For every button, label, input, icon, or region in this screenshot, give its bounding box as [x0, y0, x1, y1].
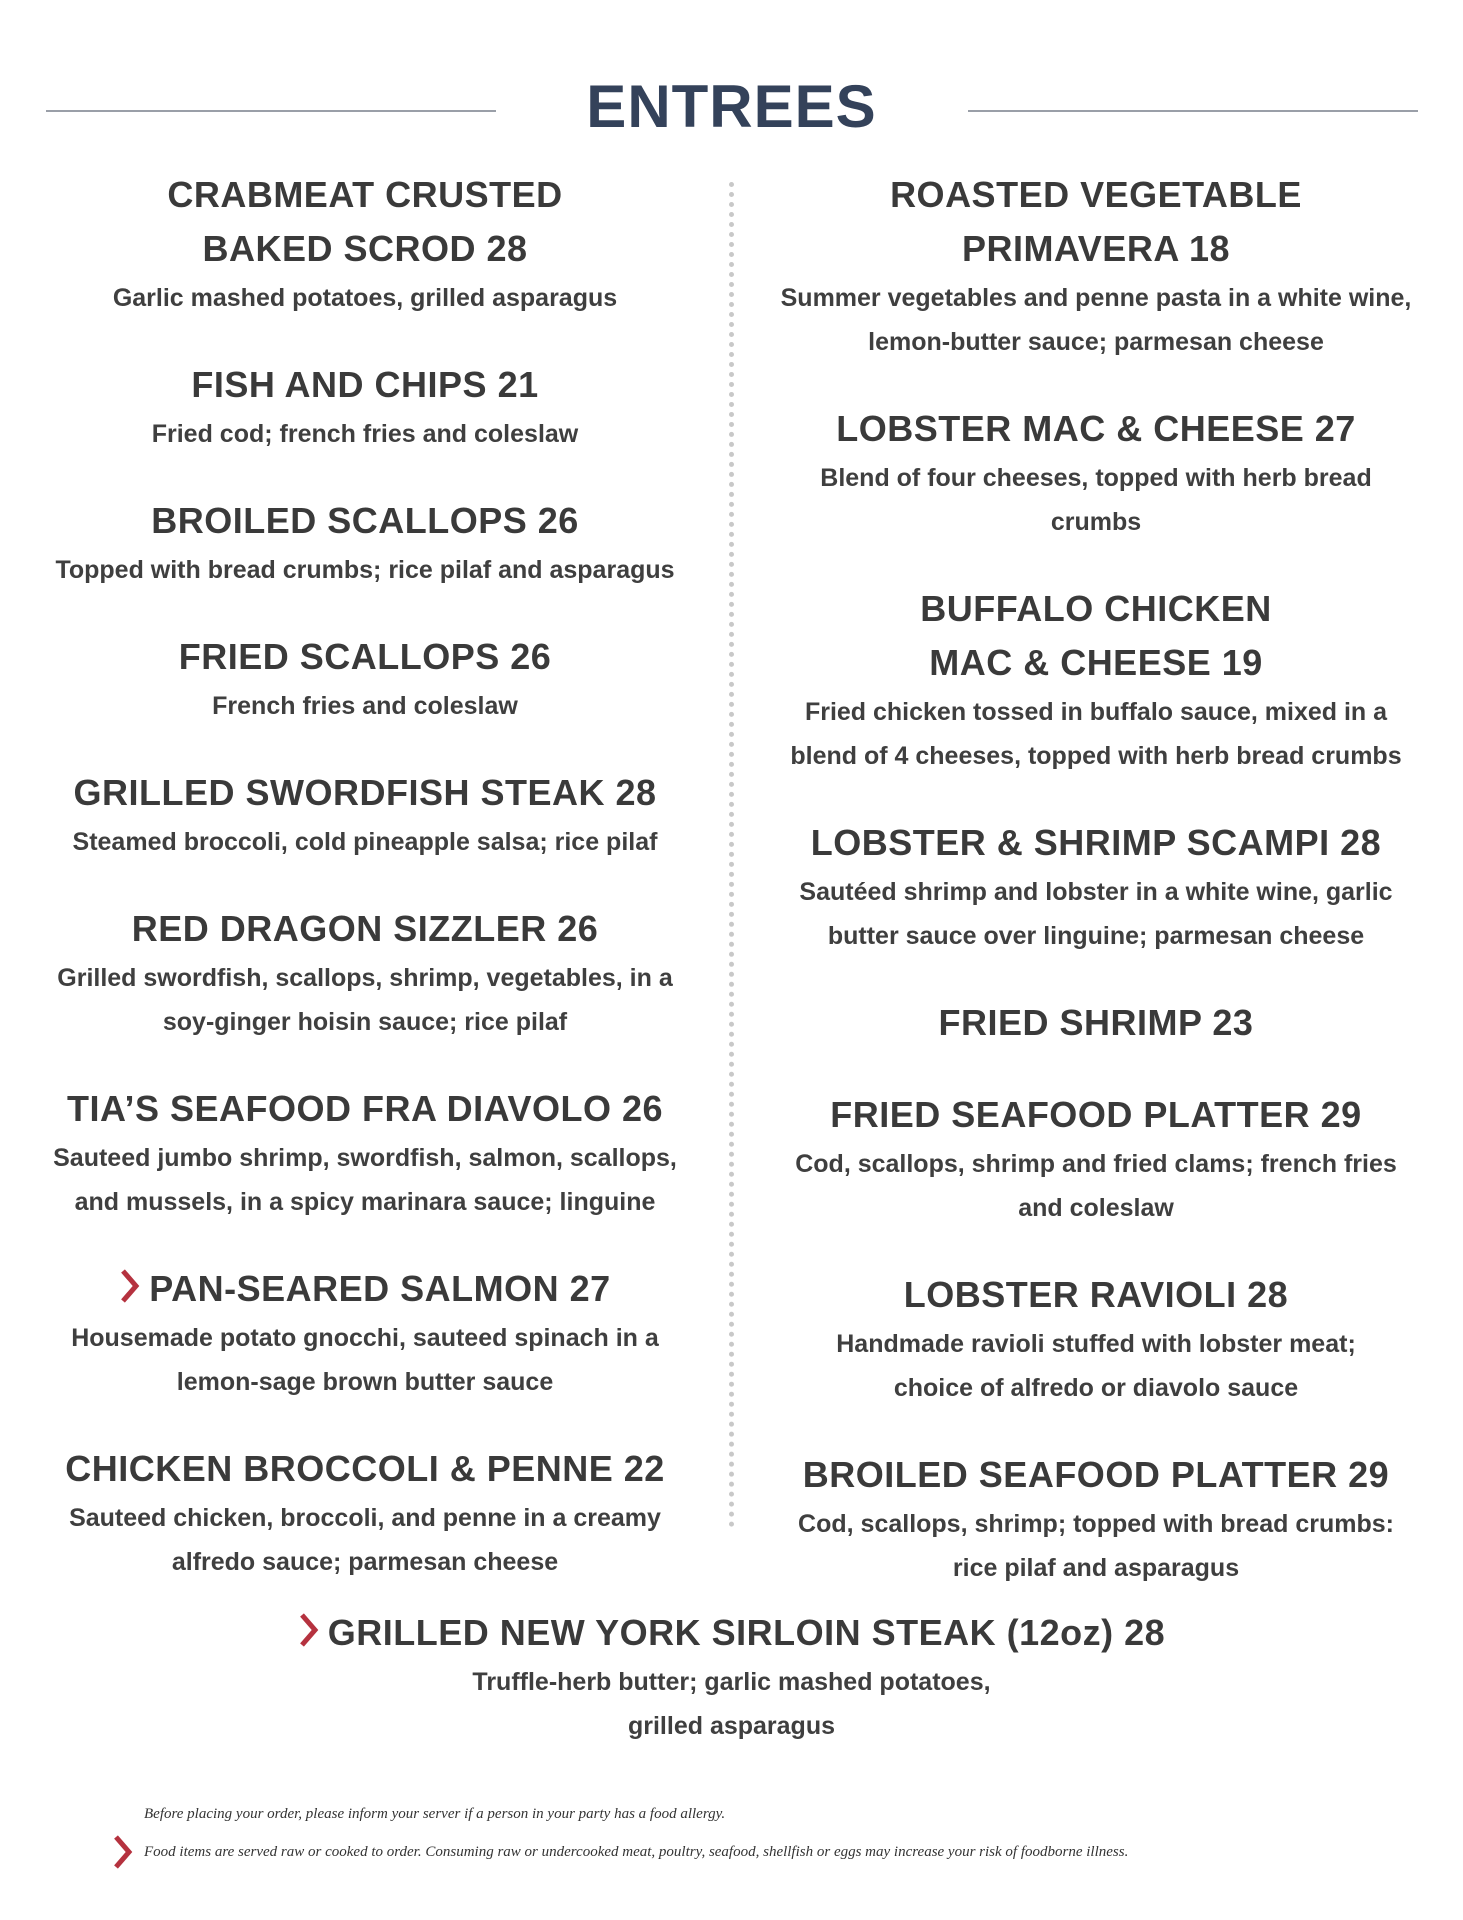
menu-item-description: Sauteed chicken, broccoli, and penne in a creamy alfredo sauce; parmesan cheese: [69, 1504, 661, 1576]
menu-item: [776, 582, 1416, 778]
menu-item-description: Sauteed jumbo shrimp, swordfish, salmon, scallops, and mussels, in a spicy marinara sauce; linguine: [53, 1144, 677, 1216]
menu-item-description: Housemade potato gnocchi, sauteed spinach in a lemon-sage brown butter sauce: [71, 1324, 659, 1396]
title-rule-right: [968, 110, 1418, 112]
menu-item-name-text: ROASTED VEGETABLE PRIMAVERA 18: [890, 174, 1302, 269]
menu-item-name-text: FISH AND CHIPS 21: [191, 364, 539, 405]
featured-menu-item: [0, 1606, 1463, 1748]
menu-item: [776, 402, 1416, 544]
menu-item: [45, 630, 685, 728]
menu-item-name-text: CRABMEAT CRUSTED BAKED SCROD 28: [167, 174, 563, 269]
allergy-footnote: Before placing your order, please inform your server if a person in your party has a food allergy.: [144, 1806, 726, 1822]
chevron-right-icon: [298, 1612, 320, 1648]
menu-item-name-text: CHICKEN BROCCOLI & PENNE 22: [65, 1448, 665, 1489]
menu-item-name: [45, 168, 685, 276]
menu-item-description: Blend of four cheeses, topped with herb bread crumbs: [820, 464, 1372, 536]
menu-item-name: [776, 816, 1416, 870]
menu-item: [776, 816, 1416, 958]
menu-item-description: French fries and coleslaw: [212, 692, 518, 720]
menu-item: [45, 168, 685, 320]
menu-item-name-text: FRIED SEAFOOD PLATTER 29: [830, 1094, 1362, 1135]
menu-item-description: Cod, scallops, shrimp; topped with bread crumbs: rice pilaf and asparagus: [798, 1510, 1394, 1582]
menu-item-name: [45, 630, 685, 684]
menu-item-name-text: BUFFALO CHICKEN MAC & CHEESE 19: [920, 588, 1272, 683]
menu-item-description: Cod, scallops, shrimp and fried clams; french fries and coleslaw: [795, 1150, 1397, 1222]
menu-item-name: [776, 402, 1416, 456]
menu-item-name: [45, 902, 685, 956]
menu-item: [776, 1268, 1416, 1410]
menu-item-name-text: BROILED SEAFOOD PLATTER 29: [802, 1454, 1390, 1495]
menu-item-name-text: RED DRAGON SIZZLER 26: [131, 908, 599, 949]
menu-item-description: Summer vegetables and penne pasta in a white wine, lemon-butter sauce; parmesan cheese: [780, 284, 1412, 356]
menu-item: [45, 902, 685, 1044]
menu-item: [45, 358, 685, 456]
menu-item-description: Handmade ravioli stuffed with lobster meat; choice of alfredo or diavolo sauce: [836, 1330, 1356, 1402]
menu-item: [45, 1262, 685, 1404]
menu-item-name: [776, 1448, 1416, 1502]
menu-item-description: Topped with bread crumbs; rice pilaf and asparagus: [55, 556, 675, 584]
menu-item: [45, 766, 685, 864]
menu-item-description: Sautéed shrimp and lobster in a white wine, garlic butter sauce over linguine; parmesan cheese: [799, 878, 1393, 950]
menu-item: [45, 494, 685, 592]
menu-item-name-text: LOBSTER & SHRIMP SCAMPI 28: [810, 822, 1382, 863]
menu-item-name: [45, 358, 685, 412]
menu-item-name-text: TIA’S SEAFOOD FRA DIAVOLO 26: [66, 1088, 664, 1129]
menu-item: [776, 1448, 1416, 1590]
menu-item-name-text: FRIED SCALLOPS 26: [178, 636, 552, 677]
chevron-right-icon: [119, 1268, 141, 1304]
menu-item-name-text: LOBSTER MAC & CHEESE 27: [836, 408, 1356, 449]
menu-item-name-text: BROILED SCALLOPS 26: [151, 500, 579, 541]
raw-food-footnote: Food items are served raw or cooked to order. Consuming raw or undercooked meat, poultry, seafood, shellfish or eggs may increase your risk of foodborne illness.: [144, 1844, 1129, 1860]
menu-item-description: Fried cod; french fries and coleslaw: [151, 420, 579, 448]
menu-item-description: Garlic mashed potatoes, grilled asparagus: [112, 284, 618, 312]
menu-item-name: [776, 168, 1416, 276]
menu-item-description: Steamed broccoli, cold pineapple salsa; rice pilaf: [72, 828, 658, 856]
left-menu-column: [45, 168, 685, 1622]
menu-item-name: [0, 1606, 1463, 1660]
menu-item-name: [45, 1262, 685, 1316]
menu-item-description: Grilled swordfish, scallops, shrimp, vegetables, in a soy-ginger hoisin sauce; rice pilaf: [57, 964, 673, 1036]
menu-item-name: [45, 494, 685, 548]
menu-item: [776, 168, 1416, 364]
menu-item-name: [45, 766, 685, 820]
menu-item-name-text: PAN-SEARED SALMON 27: [149, 1268, 611, 1309]
menu-item-name: [776, 996, 1416, 1050]
chevron-right-icon: [112, 1834, 134, 1870]
menu-item-name-text: GRILLED NEW YORK SIRLOIN STEAK (12oz) 28: [327, 1612, 1166, 1653]
menu-item-name: [776, 1088, 1416, 1142]
menu-item-name: [45, 1442, 685, 1496]
menu-item-name-text: LOBSTER RAVIOLI 28: [903, 1274, 1289, 1315]
menu-item-name-text: FRIED SHRIMP 23: [938, 1002, 1254, 1043]
menu-item: [776, 1088, 1416, 1230]
menu-item-name: [776, 1268, 1416, 1322]
page-title: ENTREES: [586, 73, 877, 140]
menu-item-name-text: GRILLED SWORDFISH STEAK 28: [73, 772, 657, 813]
menu-item-description: Fried chicken tossed in buffalo sauce, mixed in a blend of 4 cheeses, topped with herb bread crumbs: [790, 698, 1402, 770]
menu-item-name: [776, 582, 1416, 690]
menu-item-name: [45, 1082, 685, 1136]
menu-item-description: Truffle-herb butter; garlic mashed potatoes, grilled asparagus: [472, 1668, 991, 1740]
right-menu-column: [776, 168, 1416, 1628]
menu-item: [45, 1442, 685, 1584]
column-divider: [729, 182, 734, 1528]
menu-item: [45, 1082, 685, 1224]
menu-item: [776, 996, 1416, 1050]
